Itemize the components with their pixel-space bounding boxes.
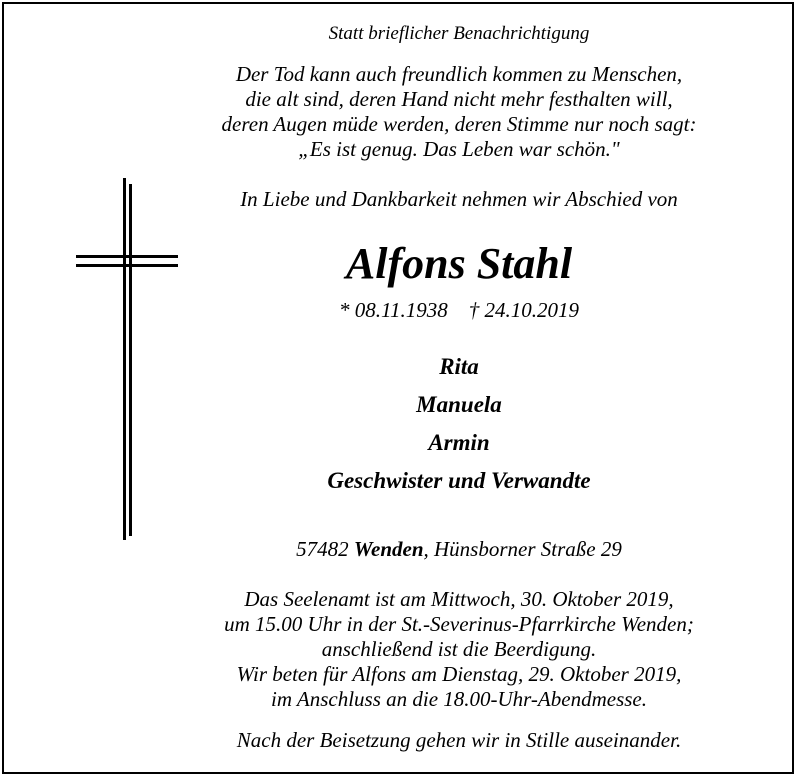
poem-line: „Es ist genug. Das Leben war schön." [298,137,620,161]
life-dates: * 08.11.1938 † 24.10.2019 [339,298,579,322]
closing-text: Nach der Beisetzung gehen wir in Stille auseinander. [236,728,682,752]
notice-heading: Statt brieflicher Benachrichtigung [328,23,590,44]
poem-line: Der Tod kann auch freundlich kommen zu Menschen, [235,62,683,86]
mourner-name: Armin [428,430,490,455]
address [0,537,800,562]
deceased-name: Alfons Stahl [345,239,573,288]
address-street: , Hünsborner Straße 29 [423,537,622,561]
service-line: anschließend ist die Beerdigung. [321,637,597,661]
mourner-relatives: Geschwister und Verwandte [327,468,591,493]
service-line: um 15.00 Uhr in der St.-Severinus-Pfarrkirche Wenden; [224,612,694,636]
service-line: Wir beten für Alfons am Dienstag, 29. Oktober 2019, [236,662,682,686]
address-city: Wenden [353,537,424,561]
mourner-name: Rita [439,354,479,379]
address-postcode: 57482 [296,537,349,561]
mourner-name: Manuela [416,392,502,417]
service-line: Das Seelenamt ist am Mittwoch, 30. Oktober 2019, [244,587,674,611]
service-line: im Anschluss an die 18.00-Uhr-Abendmesse. [271,687,647,711]
intro-text: In Liebe und Dankbarkeit nehmen wir Abschied von [240,187,678,211]
poem-line: die alt sind, deren Hand nicht mehr festhalten will, [245,87,673,111]
poem-line: deren Augen müde werden, deren Stimme nur noch sagt: [221,112,697,136]
